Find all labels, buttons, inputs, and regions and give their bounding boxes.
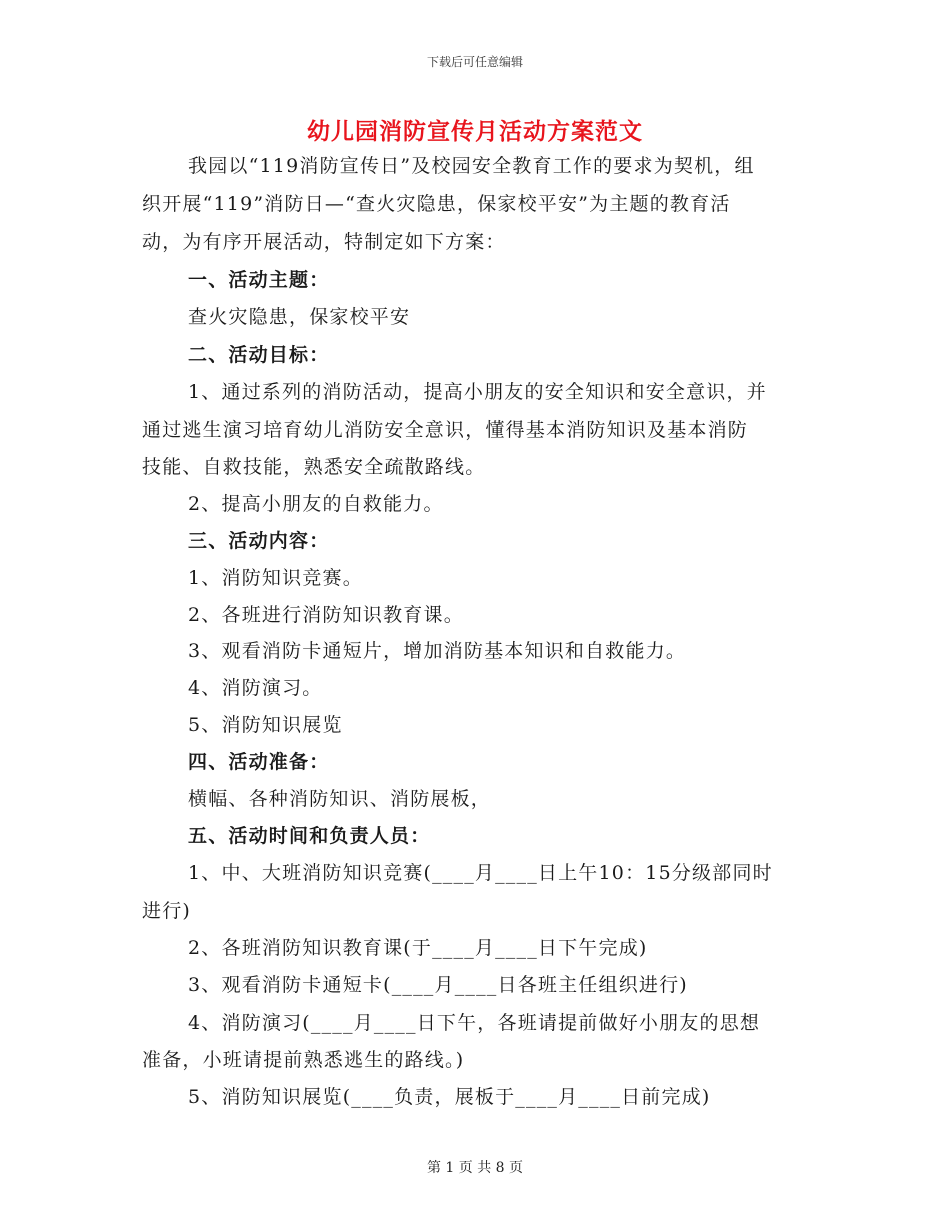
preparation-text: 横幅、各种消防知识、消防展板， [188,788,492,810]
header-note: 下载后可任意编辑 [426,55,523,69]
schedule-item-3: 3、观看消防卡通短卡(____月____日各班主任组织进行) [188,974,688,996]
schedule-item-1-line-1: 1、中、大班消防知识竞赛(____月____日上午10：15分级部同时 [188,862,773,884]
goal-2: 2、提高小朋友的自救能力。 [188,493,444,515]
content-item-3: 3、观看消防卡通短片，增加消防基本知识和自救能力。 [188,640,687,662]
content-item-2: 2、各班进行消防知识教育课。 [188,604,464,626]
content-item-5: 5、消防知识展览 [188,714,343,736]
schedule-item-4-line-2: 准备，小班请提前熟悉逃生的路线。) [142,1049,465,1071]
schedule-item-1-line-2: 进行) [142,900,192,922]
section-heading-content: 三、活动内容： [188,530,330,552]
section-heading-schedule: 五、活动时间和负责人员： [188,825,431,847]
schedule-item-4-line-1: 4、消防演习(____月____日下午，各班请提前做好小朋友的思想 [188,1012,761,1034]
section-heading-goals: 二、活动目标： [188,344,330,366]
content-item-4: 4、消防演习。 [188,677,323,699]
section-heading-theme: 一、活动主题： [188,269,330,291]
theme-text: 查火灾隐患，保家校平安 [188,306,411,328]
intro-paragraph-line-2: 织开展“119”消防日—“查火灾隐患，保家校平安”为主题的教育活 [142,193,731,215]
intro-paragraph-line-3: 动，为有序开展活动，特制定如下方案： [142,231,506,253]
document-title: 幼儿园消防宣传月活动方案范文 [307,118,643,145]
goal-1-line-1: 1、通过系列的消防活动，提高小朋友的安全知识和安全意识，并 [188,381,767,403]
content-item-1: 1、消防知识竞赛。 [188,567,363,589]
goal-1-line-2: 通过逃生演习培育幼儿消防安全意识，懂得基本消防知识及基本消防 [142,419,749,441]
section-heading-preparation: 四、活动准备： [188,751,330,773]
goal-1-line-3: 技能、自救技能，熟悉安全疏散路线。 [142,456,486,478]
page-number-footer: 第 1 页 共 8 页 [426,1160,524,1176]
intro-paragraph-line-1: 我园以“119消防宣传日”及校园安全教育工作的要求为契机，组 [188,155,755,177]
schedule-item-5: 5、消防知识展览(____负责，展板于____月____日前完成) [188,1086,711,1108]
schedule-item-2: 2、各班消防知识教育课(于____月____日下午完成) [188,937,648,959]
